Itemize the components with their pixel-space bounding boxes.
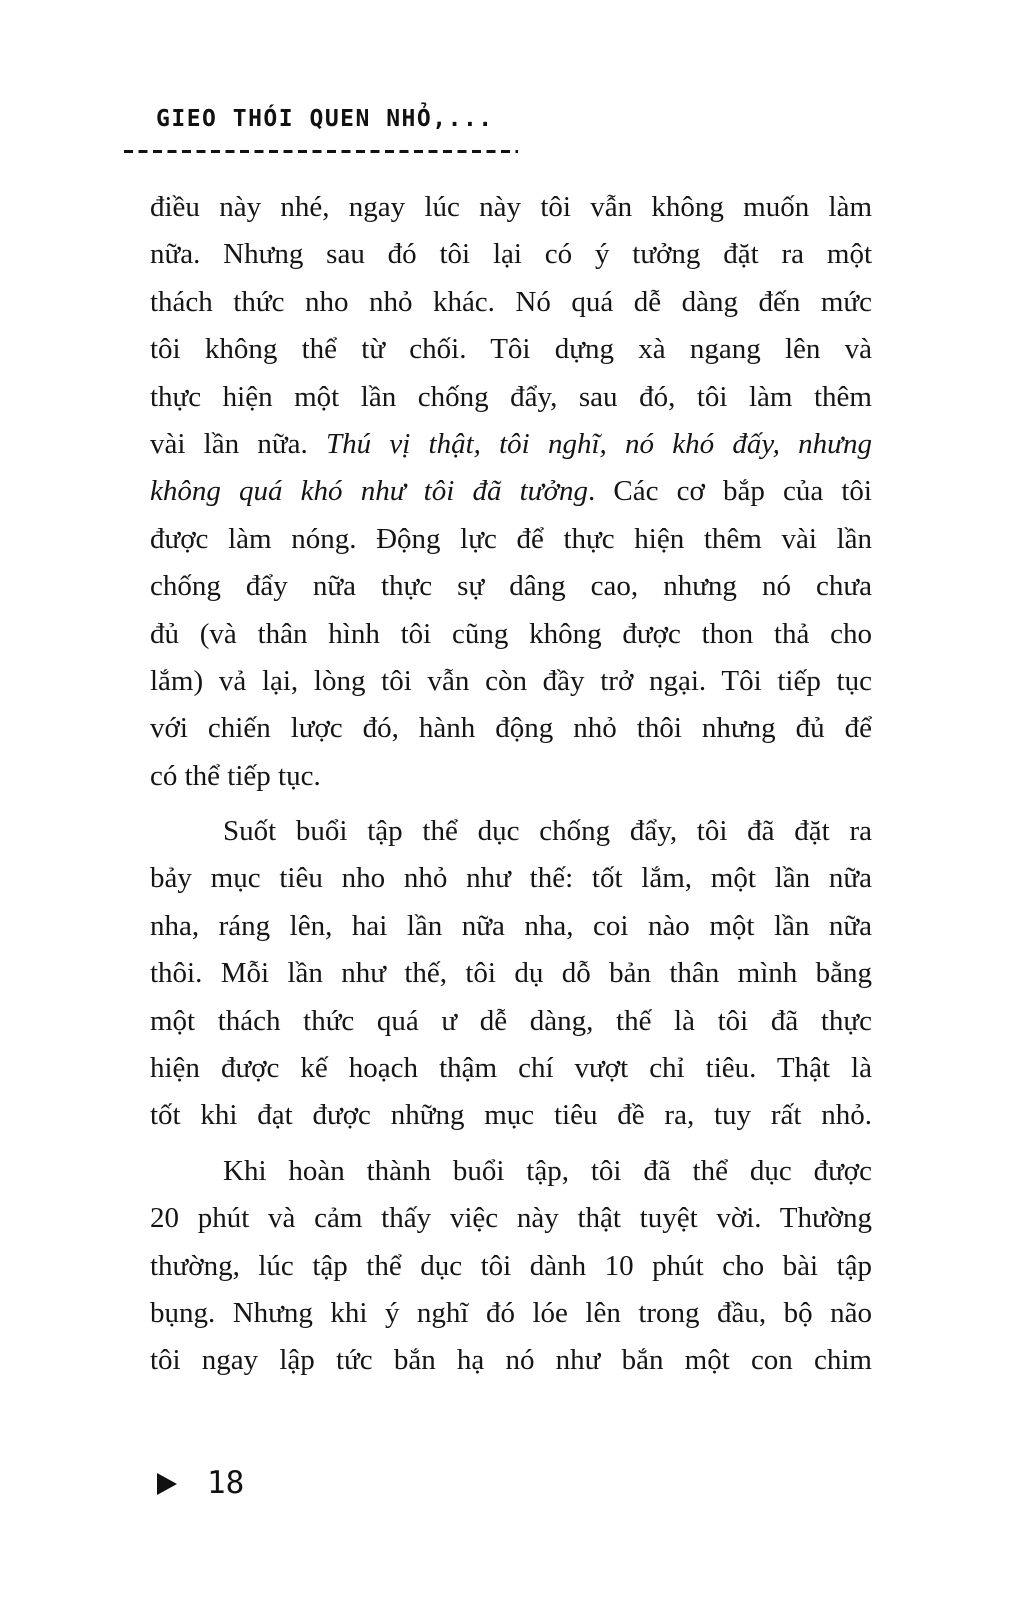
- header-dashed-rule: [124, 150, 518, 153]
- text-line: 20 phút và cảm thấy việc này thật tuyệt vời. Thường: [150, 1202, 872, 1235]
- text-line: thôi. Mỗi lần như thế, tôi dụ dỗ bản thân mình bằng: [150, 957, 872, 990]
- text-line: có thể tiếp tục.: [150, 759, 321, 792]
- text-line: nha, ráng lên, hai lần nữa nha, coi nào một lần nữa: [150, 909, 872, 942]
- text-line: một thách thức quá ư dễ dàng, thế là tôi đã thực: [150, 1004, 872, 1037]
- text-line: bụng. Nhưng khi ý nghĩ đó lóe lên trong đầu, bộ não: [150, 1296, 872, 1329]
- text-line: Khi hoàn thành buổi tập, tôi đã thể dục được: [223, 1154, 872, 1187]
- paragraph: [150, 184, 872, 800]
- text-line: thường, lúc tập thể dục tôi dành 10 phút cho bài tập: [150, 1249, 872, 1282]
- text-line: tôi không thể từ chối. Tôi dựng xà ngang lên và: [150, 333, 872, 366]
- text-line: lắm) vả lại, lòng tôi vẫn còn đầy trở ngại. Tôi tiếp tục: [150, 664, 872, 697]
- right-triangle-icon: [157, 1473, 177, 1495]
- text-line: tốt khi đạt được những mục tiêu đề ra, tuy rất nhỏ.: [150, 1099, 872, 1132]
- text-line: được làm nóng. Động lực để thực hiện thêm vài lần: [150, 522, 872, 555]
- text-line: không quá khó như tôi đã tưởng. Các cơ bắp của tôi: [150, 475, 872, 508]
- text-line: tôi ngay lập tức bắn hạ nó như bắn một con chim: [150, 1344, 872, 1377]
- text-line: hiện được kế hoạch thậm chí vượt chỉ tiêu. Thật là: [150, 1052, 872, 1085]
- text-line: thách thức nho nhỏ khác. Nó quá dễ dàng đến mức: [150, 285, 872, 318]
- page-footer: [157, 1465, 245, 1501]
- text-line: vài lần nữa. Thú vị thật, tôi nghĩ, nó khó đấy, nhưng: [150, 427, 872, 460]
- text-line: điều này nhé, ngay lúc này tôi vẫn không muốn làm: [150, 191, 872, 223]
- running-header: GIEO THÓI QUEN NHỎ,...: [156, 106, 494, 132]
- paragraph: [150, 808, 872, 1140]
- body-text: [150, 184, 872, 1385]
- page-number: 18: [207, 1465, 245, 1501]
- paragraph: [150, 1148, 872, 1385]
- text-line: chống đẩy nữa thực sự dâng cao, nhưng nó chưa: [150, 570, 872, 603]
- text-line: thực hiện một lần chống đẩy, sau đó, tôi làm thêm: [150, 380, 872, 413]
- text-line: với chiến lược đó, hành động nhỏ thôi nhưng đủ để: [150, 712, 872, 745]
- text-line: nữa. Nhưng sau đó tôi lại có ý tưởng đặt ra một: [150, 238, 872, 271]
- text-line: đủ (và thân hình tôi cũng không được thon thả cho: [150, 617, 872, 650]
- text-line: bảy mục tiêu nho nhỏ như thế: tốt lắm, một lần nữa: [150, 862, 872, 895]
- text-line: Suốt buổi tập thể dục chống đẩy, tôi đã đặt ra: [223, 815, 872, 848]
